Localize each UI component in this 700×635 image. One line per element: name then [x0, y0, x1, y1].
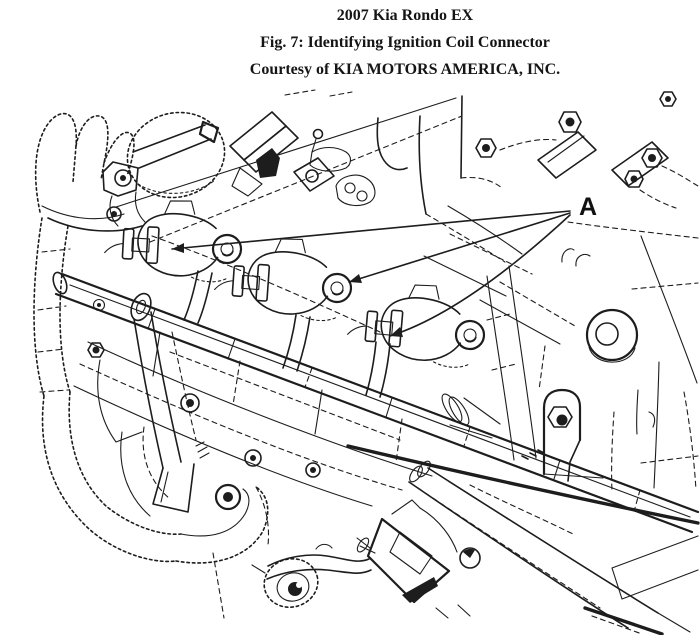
valve-cover-rail — [51, 271, 698, 532]
oil-filler-cap — [118, 102, 234, 209]
lower-cables — [348, 446, 698, 634]
hex-bolt-3 — [642, 149, 662, 167]
page-title: 2007 Kia Rondo EX — [336, 7, 474, 24]
ignition-coil-2 — [213, 234, 354, 323]
hex-bolt-5 — [660, 92, 676, 106]
callout-a-label: A — [579, 193, 598, 221]
hex-bolt-2 — [559, 112, 581, 132]
top-center-fittings — [230, 90, 426, 214]
fuel-line-union — [438, 391, 500, 438]
upper-left-hoses — [34, 114, 142, 396]
engine-diagram — [0, 85, 700, 635]
support-bracket — [522, 390, 603, 481]
cap-bracket — [103, 162, 145, 226]
harness-connector — [355, 500, 480, 603]
leader-line-2 — [349, 213, 570, 282]
hex-bolt-4 — [625, 171, 643, 187]
hex-bolt-1 — [476, 139, 496, 157]
right-panel-lines — [424, 222, 698, 492]
caption-header — [110, 2, 700, 83]
callout — [172, 193, 597, 337]
leader-line-3 — [390, 215, 570, 336]
ignition-coil-3 — [346, 279, 488, 370]
leader-line-1 — [172, 211, 570, 249]
figure-caption: Fig. 7: Identifying Ignition Coil Connector — [260, 34, 550, 51]
courtesy-line: Courtesy of KIA MOTORS AMERICA, INC. — [249, 61, 561, 78]
bottom-flange — [252, 553, 323, 613]
leader-arrowhead-2 — [349, 274, 362, 283]
grommet — [587, 310, 637, 362]
breather-hose — [267, 544, 371, 579]
upper-right-fastener-cluster — [461, 92, 698, 208]
leader-arrowhead-1 — [172, 243, 184, 253]
cover-bolts — [88, 300, 320, 510]
ignition-coil-1 — [103, 197, 243, 284]
